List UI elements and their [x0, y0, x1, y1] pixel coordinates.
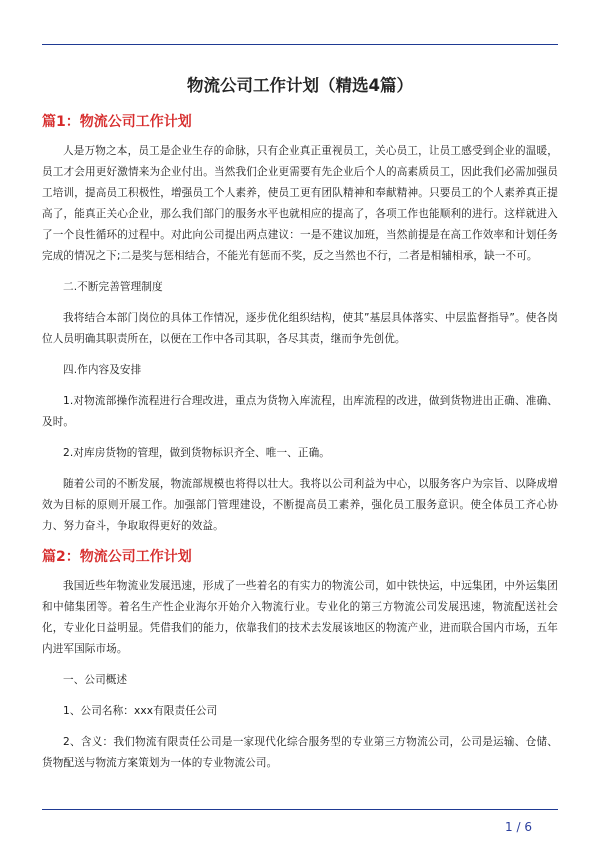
section-2: [42, 547, 558, 774]
section-heading: 篇2：物流公司工作计划: [42, 549, 192, 565]
paragraph: 随着公司的不断发展，物流部规模也将得以壮大。我将以公司利益为中心，以服务客户为宗旨、以降成增效为目标的原则开展工作。加强部门管理建设，不断提高员工素养，强化员工服务意识。使全体员工齐心协力、努力奋斗，争取取得更好的效益。: [42, 478, 558, 532]
paragraph: 1、公司名称：xxx有限责任公司: [63, 705, 218, 717]
paragraph: 2.对库房货物的管理，做到货物标识齐全、唯一、正确。: [63, 447, 330, 459]
paragraph: 二.不断完善管理制度: [63, 281, 163, 293]
paragraph: 人是万物之本，员工是企业生存的命脉，只有企业真正重视员工，关心员工，让员工感受到企业的温暖，员工才会用更好激情来为企业付出。当然我们企业更需要有先企业后个人的高素质员工，因此我们必需加强员工培训，提高员工积极性，增强员工个人素养，使员工更有团队精神和奉献精神。只要员工的个人素养真正提高了，能真正关心企业，那么我们部门的服务水平也就相应的提高了，各项工作也能顺利的进行。这样就进入了一个良性循环的过程中。对此向公司提出两点建议：一是不建议加班，当然前提是在高工作效率和计划任务完成的情况之下;二是奖与惩相结合，不能光有惩而不奖，反之当然也不行，二者是相辅相承，缺一不可。: [42, 145, 558, 262]
section-1: [42, 112, 558, 537]
paragraph: 1.对物流部操作流程进行合理改进，重点为货物入库流程，出库流程的改进，做到货物进出正确、准确、及时。: [42, 395, 558, 428]
document-title: 物流公司工作计划（精选4篇）: [187, 76, 413, 95]
paragraph: 四.作内容及安排: [63, 364, 142, 376]
header-rule: [42, 44, 558, 45]
paragraph: 我国近些年物流业发展迅速，形成了一些着名的有实力的物流公司，如中铁快运，中远集团，中外运集团和中储集团等。着名生产性企业海尔开始介入物流行业。专业化的第三方物流公司发展迅速，物流配送社会化，专业化日益明显。凭借我们的能力，依靠我们的技术去发展该地区的物流产业，进而联合国内市场，五年内进军国际市场。: [42, 580, 558, 655]
paragraph: 我将结合本部门岗位的具体工作情况，逐步优化组织结构，使其”基层具体落实、中层监督指导”。使各岗位人员明确其职责所在，以便在工作中各司其职，各尽其责，继而争先创优。: [42, 312, 558, 345]
paragraph: 一、公司概述: [63, 674, 128, 686]
document-body: [42, 74, 558, 784]
paragraph: 2、含义：我们物流有限责任公司是一家现代化综合服务型的专业第三方物流公司，公司是运输、仓储、货物配送与物流方案策划为一体的专业物流公司。: [42, 736, 558, 769]
footer-rule: [42, 809, 558, 810]
section-heading: 篇1：物流公司工作计划: [42, 114, 192, 130]
page-number: 1 / 6: [505, 820, 532, 834]
